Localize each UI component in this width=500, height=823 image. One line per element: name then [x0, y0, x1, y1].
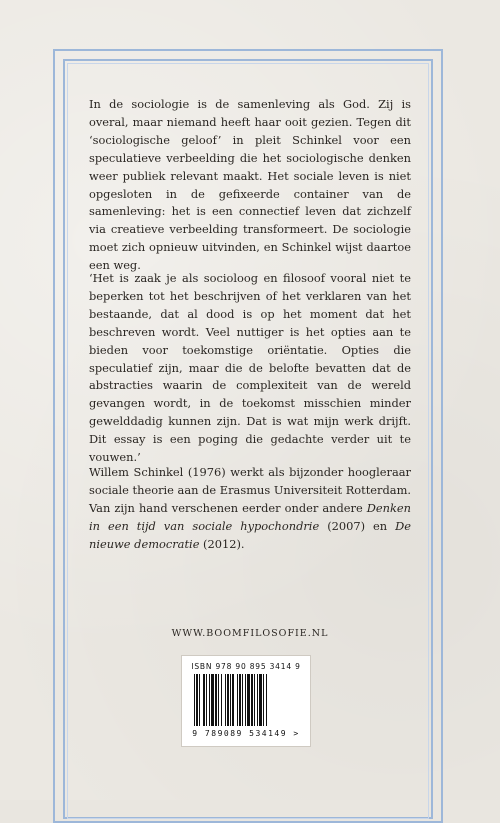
barcode-digits: 9 789089 534149 >: [192, 729, 300, 738]
barcode-icon: [194, 674, 300, 726]
bio-text-b: (2007) en: [319, 518, 396, 533]
isbn-label: ISBN 978 90 895 3414 9: [191, 662, 301, 671]
author-bio-paragraph: [89, 464, 411, 554]
book-title-2: De nieuwe democratie: [89, 518, 411, 551]
book-title-1: Denken in een tijd van sociale hypochondrie: [89, 500, 411, 533]
bio-text-a: Willem Schinkel (1976) werkt als bijzonder hoogleraar sociale theorie aan de Erasmus Universiteit Rotterdam. Van zijn hand verschenen eerder onder andere: [89, 465, 411, 515]
barcode-box: [181, 655, 311, 747]
bio-text-c: (2012).: [199, 536, 245, 551]
publisher-url: WWW.BOOMFILOSOFIE.NL: [171, 628, 329, 639]
blurb-paragraph-1: In de sociologie is de samenleving als God. Zij is overal, maar niemand heeft haar ooit gezien. Tegen dit ‘sociologische geloof’ in pleit Schinkel voor een speculatieve verbeelding die het sociologische denken weer publiek relevant maakt. Het sociale leven is niet opgesloten in de gefixeerde container van de samenleving: het is een connectief leven dat zichzelf via creatieve verbeelding transformeert. De sociologie moet zich opnieuw uitvinden, en Schinkel wijst daartoe een weg.: [89, 97, 411, 273]
blurb-quote-paragraph: ‘Het is zaak je als socioloog en filosoof vooral niet te beperken tot het beschrijven of het verklaren van het bestaande, dat al dood is op het moment dat het beschreven wordt. Veel nuttiger is het opties aan te bieden voor toekomstige oriëntatie. Opties die speculatief zijn, maar die de belofte bevatten dat de abstracties waarin de complexiteit van de wereld gevangen wordt, in de toekomst misschien minder gewelddadig kunnen zijn. Dat is wat mijn werk drijft. Dit essay is een poging die gedachte verder uit te vouwen.’: [89, 271, 411, 465]
